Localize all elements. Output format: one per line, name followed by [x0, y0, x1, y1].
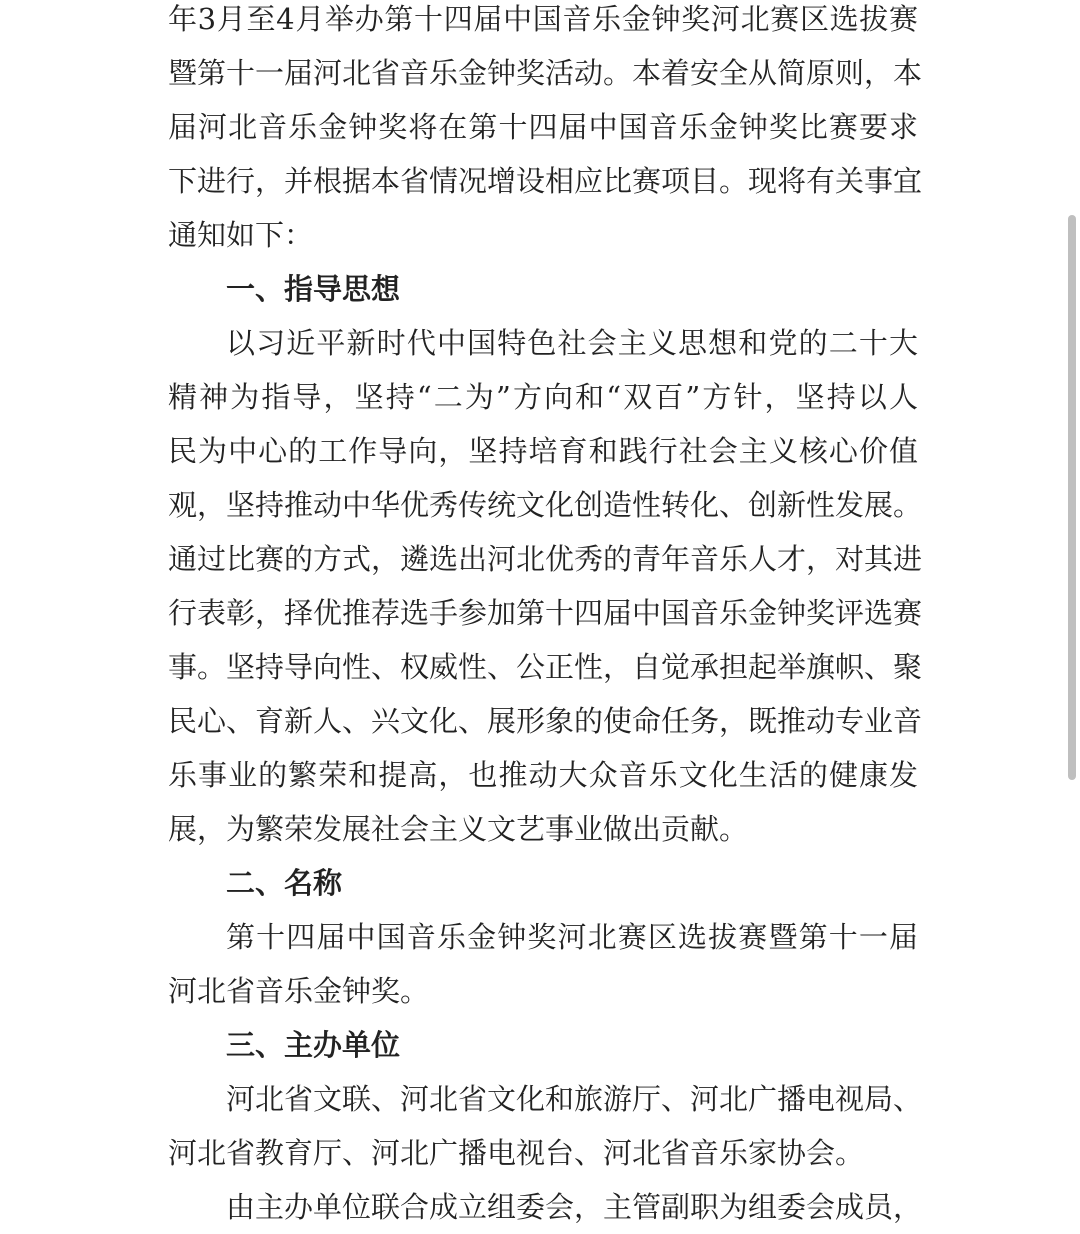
section1-line-7: 事。坚持导向性、权威性、公正性，自觉承担起举旗帜、聚: [168, 650, 923, 684]
section-heading-guiding-thought: 一、指导思想: [226, 272, 401, 306]
section2-line-1: 第十四届中国音乐金钟奖河北赛区选拔赛暨第十一届: [226, 920, 918, 954]
vertical-scrollbar[interactable]: [1068, 215, 1076, 780]
section-heading-name: 二、名称: [226, 866, 343, 900]
section2-line-2: 河北省音乐金钟奖。: [168, 974, 430, 1008]
intro-line-3: 届河北音乐金钟奖将在第十四届中国音乐金钟奖比赛要求: [168, 110, 918, 144]
document-page: [168, 0, 923, 1234]
section1-line-1: 以习近平新时代中国特色社会主义思想和党的二十大: [226, 326, 918, 360]
section1-line-6: 行表彰，择优推荐选手参加第十四届中国音乐金钟奖评选赛: [168, 596, 923, 630]
intro-line-4: 下进行，并根据本省情况增设相应比赛项目。现将有关事宜: [168, 164, 923, 198]
intro-line-2: 暨第十一届河北省音乐金钟奖活动。本着安全从简原则，本: [168, 56, 923, 90]
intro-line-1: 年3月至4月举办第十四届中国音乐金钟奖河北赛区选拔赛: [168, 2, 918, 36]
section-heading-organizers: 三、主办单位: [226, 1028, 401, 1062]
section1-line-5: 通过比赛的方式，遴选出河北优秀的青年音乐人才，对其进: [168, 542, 923, 576]
section3-extra-line-1: 由主办单位联合成立组委会，主管副职为组委会成员，: [226, 1190, 923, 1224]
section1-line-3: 民为中心的工作导向，坚持培育和践行社会主义核心价值: [168, 434, 918, 468]
section1-line-10: 展，为繁荣发展社会主义文艺事业做出贡献。: [168, 812, 749, 846]
section1-line-2: 精神为指导，坚持“二为”方向和“双百”方针，坚持以人: [168, 380, 918, 414]
section1-line-8: 民心、育新人、兴文化、展形象的使命任务，既推动专业音: [168, 704, 923, 738]
section1-line-9: 乐事业的繁荣和提高，也推动大众音乐文化生活的健康发: [168, 758, 918, 792]
section3-line-2: 河北省教育厅、河北广播电视台、河北省音乐家协会。: [168, 1136, 865, 1170]
scrollbar-thumb[interactable]: [1068, 215, 1076, 780]
section3-line-1: 河北省文联、河北省文化和旅游厅、河北广播电视局、: [226, 1082, 923, 1116]
section1-line-4: 观，坚持推动中华优秀传统文化创造性转化、创新性发展。: [168, 488, 923, 522]
intro-line-5: 通知如下：: [168, 218, 314, 252]
